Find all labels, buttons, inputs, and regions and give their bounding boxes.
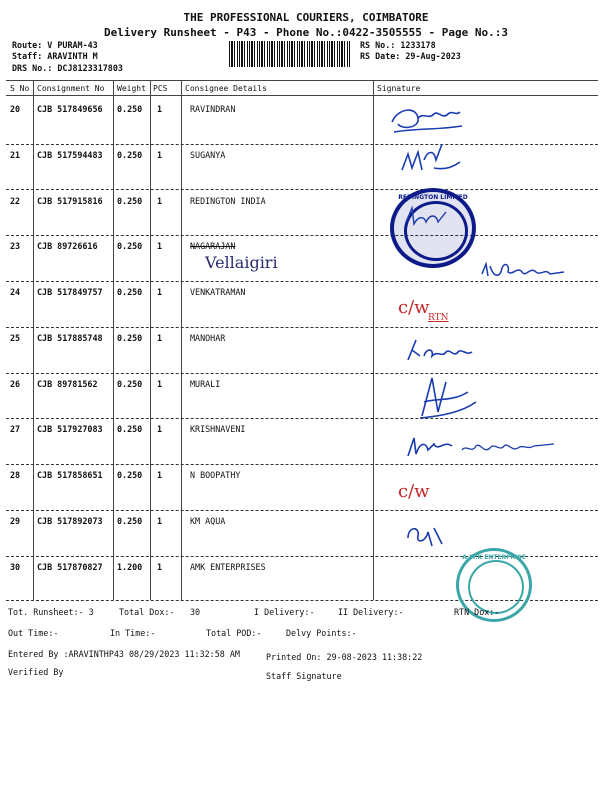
signature-krishnaveni xyxy=(404,432,564,464)
row-pcs: 1 xyxy=(157,379,163,389)
page-subtitle: Delivery Runsheet - P43 - Phone No.:0422-3505555 - Page No.:3 xyxy=(104,26,508,39)
staff-signature: Staff Signature xyxy=(266,671,342,681)
row-consignment: CJB 517849656 xyxy=(37,104,103,114)
rs-number: RS No.: 1233178 xyxy=(360,40,436,50)
col-header-consignee: Consignee Details xyxy=(185,84,267,93)
row-sno: 25 xyxy=(10,333,21,343)
row-consignee: AMK ENTERPRISES xyxy=(190,562,266,572)
row-weight: 0.250 xyxy=(117,424,143,434)
row-consignment: CJB 89781562 xyxy=(37,379,98,389)
total-dox-value: 30 xyxy=(190,607,201,617)
row-weight: 0.250 xyxy=(117,287,143,297)
row-separator xyxy=(6,327,598,328)
entered-by: Entered By :ARAVINTHP43 08/29/2023 11:32:58 AM xyxy=(8,649,240,659)
col-divider xyxy=(181,80,182,600)
row-sno: 26 xyxy=(10,379,21,389)
row-consignee: VENKATRAMAN xyxy=(190,287,246,297)
handwritten-cw-mark: c/w xyxy=(398,297,430,318)
row-weight: 0.250 xyxy=(117,470,143,480)
row-consignee: KRISHNAVENI xyxy=(190,424,246,434)
row-consignment: CJB 89726616 xyxy=(37,241,98,251)
printed-on: Printed On: 29-08-2023 11:38:22 xyxy=(266,652,423,662)
row-weight: 0.250 xyxy=(117,104,143,114)
stamp-text: A.M.K ENTERPRISE xyxy=(462,554,526,561)
signature-redington xyxy=(402,202,452,232)
row-pcs: 1 xyxy=(157,150,163,160)
row-pcs: 1 xyxy=(157,241,163,251)
row-consignee: N BOOPATHY xyxy=(190,470,241,480)
signature-suganya xyxy=(398,140,468,185)
row-separator xyxy=(6,144,598,145)
row-consignment: CJB 517915816 xyxy=(37,196,103,206)
row-sno: 27 xyxy=(10,424,21,434)
row-consignment: CJB 517594483 xyxy=(37,150,103,160)
staff-label: Staff: ARAVINTH M xyxy=(12,51,98,61)
row-sno: 28 xyxy=(10,470,21,480)
col-header-sno: S No xyxy=(10,84,30,93)
row-separator xyxy=(6,418,598,419)
row-pcs: 1 xyxy=(157,562,163,572)
rtn-dox: RTN Dox:- xyxy=(454,607,500,617)
col-header-consignment: Consignment No xyxy=(37,84,105,93)
row-consignee: RAVINDRAN xyxy=(190,104,236,114)
drs-number: DRS No.: DCJ8123317803 xyxy=(12,63,123,73)
row-pcs: 1 xyxy=(157,104,163,114)
row-weight: 0.250 xyxy=(117,196,143,206)
col-divider xyxy=(373,80,374,600)
delvy-points: Delvy Points:- xyxy=(286,628,357,638)
table-top-border xyxy=(6,80,598,81)
row-weight: 0.250 xyxy=(117,150,143,160)
row-sno: 21 xyxy=(10,150,21,160)
signature-ravindran xyxy=(388,100,468,140)
row-pcs: 1 xyxy=(157,196,163,206)
row-separator xyxy=(6,373,598,374)
signature-manohar xyxy=(402,336,482,366)
col-header-pcs: PCS xyxy=(153,84,168,93)
row-consignee: MURALI xyxy=(190,379,221,389)
row-separator xyxy=(6,189,598,190)
row-sno: 29 xyxy=(10,516,21,526)
row-pcs: 1 xyxy=(157,424,163,434)
row-sno: 22 xyxy=(10,196,21,206)
handwritten-rtn-mark: RTN xyxy=(428,313,449,323)
in-time: In Time:- xyxy=(110,628,156,638)
signature-km-aqua xyxy=(402,518,448,550)
i-delivery: I Delivery:- xyxy=(254,607,315,617)
col-divider xyxy=(113,80,114,600)
tot-runsheet: Tot. Runsheet:- 3 xyxy=(8,607,94,617)
col-divider xyxy=(33,80,34,600)
row-pcs: 1 xyxy=(157,516,163,526)
row-consignee: SUGANYA xyxy=(190,150,226,160)
row-weight: 0.250 xyxy=(117,333,143,343)
row-sno: 24 xyxy=(10,287,21,297)
row-consignee: MANOHAR xyxy=(190,333,226,343)
row-pcs: 1 xyxy=(157,333,163,343)
row-consignment: CJB 517849757 xyxy=(37,287,103,297)
row-pcs: 1 xyxy=(157,470,163,480)
signature-murali xyxy=(412,372,482,422)
page-title: THE PROFESSIONAL COURIERS, COIMBATORE xyxy=(183,11,429,24)
ii-delivery: II Delivery:- xyxy=(338,607,404,617)
row-sno: 23 xyxy=(10,241,21,251)
row-consignment: CJB 517870827 xyxy=(37,562,103,572)
row-consignee: NAGARAJAN xyxy=(190,241,236,251)
total-pod: Total POD:- xyxy=(206,628,262,638)
total-dox-label: Total Dox:- xyxy=(119,607,175,617)
row-consignment: CJB 517858651 xyxy=(37,470,103,480)
route-label: Route: V PURAM-43 xyxy=(12,40,98,50)
row-separator xyxy=(6,235,598,236)
verified-by: Verified By xyxy=(8,667,64,677)
row-weight: 0.250 xyxy=(117,516,143,526)
out-time: Out Time:- xyxy=(8,628,59,638)
row-sno: 30 xyxy=(10,562,21,572)
table-header-border xyxy=(6,95,598,96)
row-pcs: 1 xyxy=(157,287,163,297)
row-separator xyxy=(6,464,598,465)
row-consignment: CJB 517885748 xyxy=(37,333,103,343)
row-weight: 0.250 xyxy=(117,379,143,389)
row-separator xyxy=(6,510,598,511)
row-consignee: KM AQUA xyxy=(190,516,226,526)
rs-date: RS Date: 29-Aug-2023 xyxy=(360,51,461,61)
stamp-text: REDINGTON LIMITED xyxy=(398,194,468,201)
row-consignment: CJB 517927083 xyxy=(37,424,103,434)
handwritten-name: Vellaigiri xyxy=(205,253,278,272)
col-header-weight: Weight xyxy=(117,84,146,93)
row-consignment: CJB 517892073 xyxy=(37,516,103,526)
handwritten-cw-mark-2: c/w xyxy=(398,481,430,502)
row-weight: 0.250 xyxy=(117,241,143,251)
row-weight: 1.200 xyxy=(117,562,143,572)
signature-nagarajan xyxy=(478,258,573,284)
barcode xyxy=(229,41,351,67)
col-divider xyxy=(150,80,151,600)
row-consignee: REDINGTON INDIA xyxy=(190,196,266,206)
row-sno: 20 xyxy=(10,104,21,114)
col-header-signature: Signature xyxy=(377,84,421,93)
